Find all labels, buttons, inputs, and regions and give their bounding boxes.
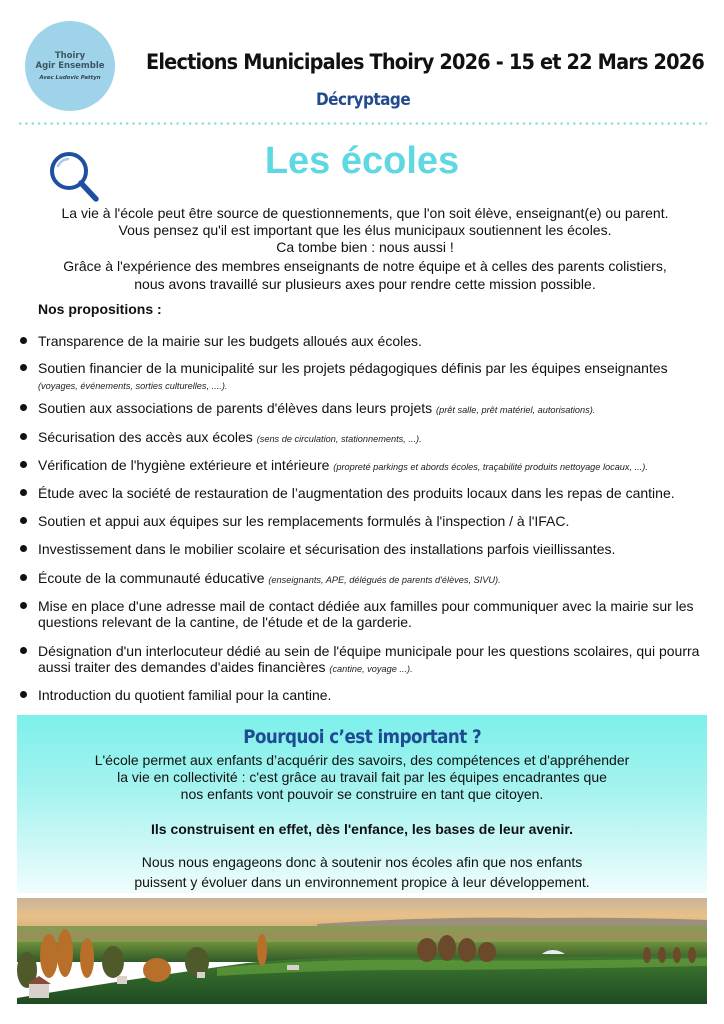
item-note: (voyages, événements, sorties culturelles, ....). <box>38 381 228 391</box>
intro-line: Ca tombe bien : nous aussi ! <box>276 239 454 256</box>
page-title: Elections Municipales Thoiry 2026 - 15 et 22 Mars 2026 <box>146 50 705 74</box>
list-item <box>38 598 708 630</box>
campaign-logo <box>25 21 115 111</box>
logo-line-3: Avec Ludovic Pattyn <box>39 75 101 81</box>
list-item <box>38 333 708 349</box>
item-text: Sécurisation des accès aux écoles <box>38 429 253 445</box>
intro-line: Vous pensez qu'il est important que les élus municipaux soutiennent les écoles. <box>118 222 612 239</box>
list-item <box>38 513 708 529</box>
list-item <box>38 360 708 394</box>
item-text: Introduction du quotient familial pour la cantine. <box>38 687 332 703</box>
item-note: (propreté parkings et abords écoles, traçabilité produits nettoyage locaux, ...). <box>333 462 648 472</box>
why-line: Nous nous engageons donc à soutenir nos écoles afin que nos enfants <box>141 854 583 870</box>
section-title: Les écoles <box>264 140 460 182</box>
why-line: L'école permet aux enfants d’acquérir des savoirs, des compétences et d'appréhender <box>94 752 630 768</box>
item-text: Soutien financier de la municipalité sur les projets pédagogiques définis par les équipes enseignantes <box>38 360 668 376</box>
list-item <box>38 541 708 557</box>
intro-line: Grâce à l'expérience des membres enseignants de notre équipe et à celles des parents colistiers, <box>63 257 667 274</box>
item-note: (sens de circulation, stationnements, ...). <box>256 434 422 444</box>
bullet-icon <box>20 364 27 371</box>
item-text: Soutien et appui aux équipes sur les remplacements formulés à l'inspection / à l'IFAC. <box>38 513 570 529</box>
landscape-photo <box>17 898 707 1004</box>
bullet-icon <box>20 337 27 344</box>
item-note: (prêt salle, prêt matériel, autorisations). <box>436 405 596 415</box>
bullet-icon <box>20 602 27 609</box>
bullet-icon <box>20 461 27 468</box>
item-note: (enseignants, APE, délégués de parents d'élèves, SIVU). <box>268 575 501 585</box>
why-paragraph-1 <box>0 752 724 803</box>
why-line: puissent y évoluer dans un environnement propice à leur développement. <box>134 874 590 890</box>
intro-line: La vie à l'école peut être source de questionnements, que l'on soit élève, enseignant(e) ou parent. <box>61 205 669 221</box>
bullet-icon <box>20 647 27 654</box>
why-important-title-text: Pourquoi c’est important ? <box>242 726 481 748</box>
item-text: Désignation d'un interlocuteur dédié au sein de l'équipe municipale pour les questions scolaires, qui pourra aussi traiter des demandes d'aides financières <box>38 643 700 675</box>
intro-line: nous avons travaillé sur plusieurs axes pour rendre cette mission possible. <box>134 276 596 293</box>
list-item <box>38 485 708 501</box>
logo-line-2: Agir Ensemble <box>35 61 105 71</box>
page-subtitle: Décryptage <box>316 90 411 110</box>
list-item <box>38 570 708 588</box>
why-paragraph-2: Ils construisent en effet, dès l'enfance, les bases de leur avenir. <box>151 821 573 837</box>
item-text: Investissement dans le mobilier scolaire et sécurisation des installations parfois vieillissantes. <box>38 541 616 557</box>
bullet-icon <box>20 691 27 698</box>
item-text: Soutien aux associations de parents d'élèves dans leurs projets <box>38 400 433 416</box>
item-text: Mise en place d'une adresse mail de contact dédiée aux familles pour communiquer avec la mairie sur les questions relevant de la cantine, de l'étude et de la garderie. <box>38 598 694 630</box>
logo-line-1: Thoiry <box>54 51 86 61</box>
bullet-icon <box>20 433 27 440</box>
why-important-title <box>0 726 724 748</box>
bullet-icon <box>20 489 27 496</box>
item-text: Écoute de la communauté éducative <box>38 570 265 586</box>
why-paragraph-3 <box>0 852 724 892</box>
bullet-icon <box>20 545 27 552</box>
intro-paragraph <box>30 205 700 294</box>
item-text: Étude avec la société de restauration de l’augmentation des produits locaux dans les repas de cantine. <box>38 485 675 501</box>
why-line: la vie en collectivité : c'est grâce au travail fait par les équipes encadrantes que <box>117 769 607 785</box>
list-item <box>38 643 708 677</box>
why-line: nos enfants vont pouvoir se construire en tant que citoyen. <box>180 786 544 802</box>
list-item <box>38 400 708 418</box>
item-note: (cantine, voyage ...). <box>329 664 413 674</box>
list-item <box>38 429 708 447</box>
bullet-icon <box>20 517 27 524</box>
dotted-divider <box>17 122 707 125</box>
propositions-heading: Nos propositions : <box>38 301 162 317</box>
bullet-icon <box>20 574 27 581</box>
item-text: Transparence de la mairie sur les budgets alloués aux écoles. <box>38 333 422 349</box>
item-text: Vérification de l'hygiène extérieure et intérieure <box>38 457 330 473</box>
bullet-icon <box>20 404 27 411</box>
list-item <box>38 687 708 703</box>
list-item <box>38 457 708 475</box>
